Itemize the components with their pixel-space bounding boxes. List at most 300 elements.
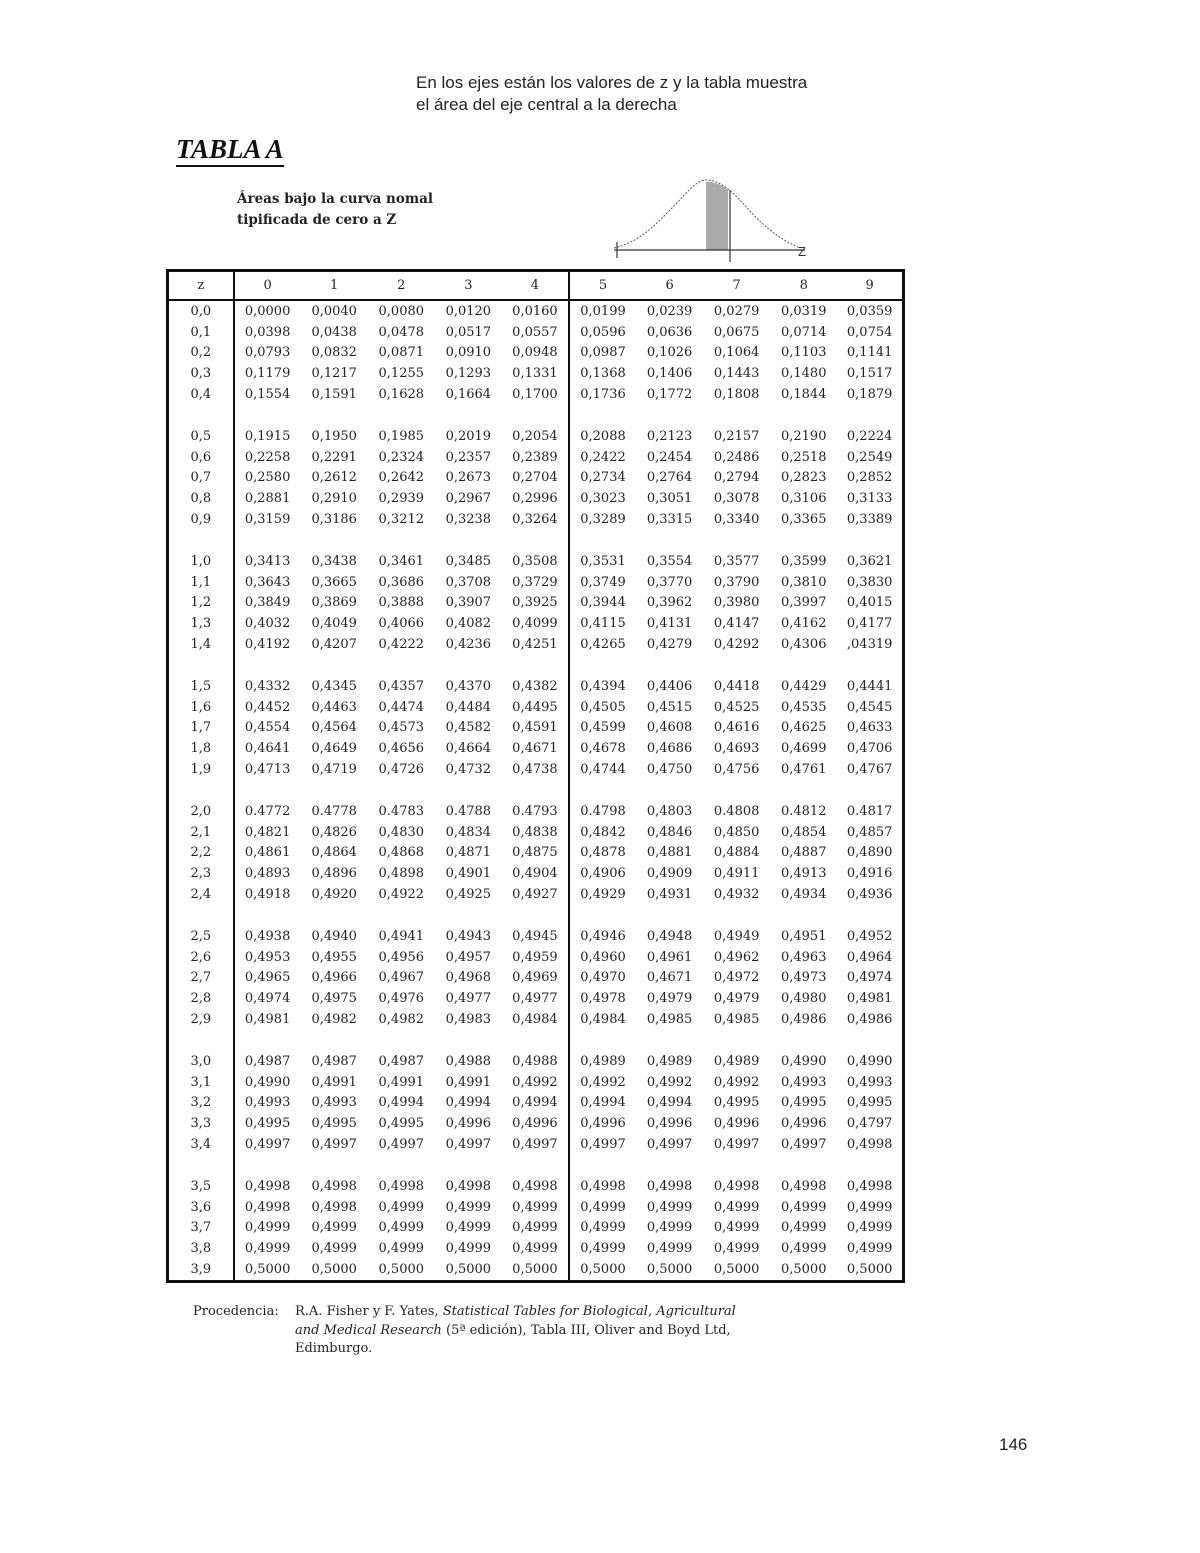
- area-cell: 0,4959: [502, 947, 569, 968]
- area-cell: 0,5000: [311, 1262, 357, 1278]
- area-cell: 0,5000: [580, 1262, 626, 1278]
- area-cell: 0,4974: [846, 970, 893, 986]
- area-cell: 0,4952: [846, 928, 893, 944]
- area-cell: 0,4999: [244, 1220, 291, 1236]
- area-cell: 0,4452: [244, 699, 291, 715]
- z-value-cell: 3,5: [168, 1176, 234, 1197]
- area-cell: 0,4082: [445, 616, 492, 632]
- area-cell: 0,2764: [646, 470, 693, 486]
- area-cell: 0,5000: [713, 1262, 760, 1278]
- area-cell: 0,4515: [646, 699, 693, 715]
- area-cell: 0,4977: [502, 988, 569, 1009]
- spacer-cell: [435, 530, 502, 551]
- spacer-cell: [569, 1155, 636, 1176]
- area-cell: 0,4429: [780, 678, 827, 694]
- area-cell: 0,2823: [780, 470, 827, 486]
- area-cell: 0,4998: [646, 1178, 693, 1194]
- table-row: [168, 822, 904, 843]
- area-cell: 0,4738: [502, 759, 569, 780]
- area-cell: 0,4946: [580, 928, 626, 944]
- area-cell: 0,4641: [244, 741, 291, 757]
- spacer-cell: [636, 405, 703, 426]
- area-cell: 0,4987: [378, 1053, 425, 1069]
- spacer-cell: [703, 1030, 770, 1051]
- area-cell: 0,4131: [646, 616, 693, 632]
- area-cell: 0,4949: [713, 928, 760, 944]
- area-cell: 0,0596: [580, 324, 626, 340]
- z-value-cell: 2,4: [168, 884, 234, 905]
- z-value-cell: 1,5: [168, 676, 234, 697]
- area-cell: 0,4875: [502, 843, 569, 864]
- area-cell: 0,4713: [244, 762, 291, 778]
- table-row: [168, 1197, 904, 1218]
- area-cell: 0,5000: [445, 1262, 492, 1278]
- shaded-area: [706, 182, 728, 250]
- area-cell: 0,4991: [378, 1074, 425, 1090]
- z-value-cell: 1,9: [168, 759, 234, 780]
- spacer-cell: [837, 905, 903, 926]
- area-cell: 0,4332: [244, 678, 291, 694]
- area-cell: 0,3106: [780, 491, 827, 507]
- area-cell: 0.4783: [378, 803, 425, 819]
- area-cell: 0,4994: [646, 1095, 693, 1111]
- area-cell: 0,4967: [378, 970, 425, 986]
- area-cell: 0,4896: [311, 866, 357, 882]
- area-cell: 0,1217: [311, 366, 357, 382]
- area-cell: 0,4974: [244, 991, 291, 1007]
- area-cell: 0,2157: [713, 428, 760, 444]
- area-cell: 0,0000: [244, 303, 291, 319]
- spacer-cell: [636, 780, 703, 801]
- area-cell: 0,4972: [713, 970, 760, 986]
- spacer-cell: [301, 1030, 368, 1051]
- spacer-cell: [703, 405, 770, 426]
- table-row: [168, 988, 904, 1009]
- area-cell: 0,3365: [780, 512, 827, 528]
- table-row: [168, 593, 904, 614]
- area-cell: 0,4993: [846, 1074, 893, 1090]
- area-cell: 0,4996: [445, 1116, 492, 1132]
- area-cell: 0,1772: [646, 387, 693, 403]
- z-value-cell: 0,1: [168, 322, 234, 343]
- area-cell: 0,4979: [713, 991, 760, 1007]
- z-value-cell: 0,5: [168, 426, 234, 447]
- spacer-cell: [837, 1155, 903, 1176]
- area-cell: 0,0199: [580, 303, 626, 319]
- area-cell: 0,5000: [846, 1262, 893, 1278]
- area-cell: 0,4207: [311, 637, 357, 653]
- area-cell: 0,4049: [311, 616, 357, 632]
- area-cell: 0,4463: [311, 699, 357, 715]
- area-cell: 0,4991: [311, 1074, 357, 1090]
- note-line-1: En los ejes están los valores de z y la tabla muestra: [416, 73, 808, 92]
- area-cell: 0,2549: [846, 449, 893, 465]
- z-value-cell: 1,6: [168, 697, 234, 718]
- spacer-cell: [502, 655, 569, 676]
- z-value-cell: 1,7: [168, 718, 234, 739]
- z-value-cell: 3,6: [168, 1197, 234, 1218]
- area-cell: 0,0636: [646, 324, 693, 340]
- area-cell: 0,0239: [646, 303, 693, 319]
- area-cell: 0,4357: [378, 678, 425, 694]
- area-cell: 0,4997: [378, 1137, 425, 1153]
- area-cell: 0,3962: [646, 595, 693, 611]
- area-cell: 0,0517: [445, 324, 492, 340]
- area-cell: 0,4633: [846, 720, 893, 736]
- area-cell: 0,4991: [445, 1074, 492, 1090]
- area-cell: 0,3729: [502, 572, 569, 593]
- area-cell: 0,1480: [780, 366, 827, 382]
- area-cell: 0,0478: [378, 324, 425, 340]
- area-cell: 0,4884: [713, 845, 760, 861]
- area-cell: 0,4649: [311, 741, 357, 757]
- header-digit-8: 8: [770, 271, 837, 301]
- spacer-cell: [368, 530, 435, 551]
- area-cell: 0,4997: [502, 1134, 569, 1155]
- area-cell: 0,4997: [580, 1137, 626, 1153]
- area-cell: 0,4911: [713, 866, 760, 882]
- area-cell: 0,4997: [244, 1137, 291, 1153]
- area-cell: 0,4099: [502, 613, 569, 634]
- area-cell: 0,0754: [846, 324, 893, 340]
- area-cell: 0,4582: [445, 720, 492, 736]
- area-cell: 0,4251: [502, 634, 569, 655]
- source-details: (5ª edición), Tabla III, Oliver and Boyd Ltd,: [441, 1322, 731, 1338]
- area-cell: 0,4890: [846, 845, 893, 861]
- area-cell: 0,4998: [780, 1178, 827, 1194]
- area-cell: 0,4994: [378, 1095, 425, 1111]
- subtitle-line-1: Áreas bajo la curva nomal: [237, 191, 433, 207]
- spacer-cell: [569, 905, 636, 926]
- spacer-cell: [234, 530, 301, 551]
- area-cell: 0,4941: [378, 928, 425, 944]
- area-cell: 0,3413: [244, 553, 291, 569]
- area-cell: 0,4993: [780, 1074, 827, 1090]
- z-value-cell: 1,2: [168, 593, 234, 614]
- area-cell: 0,1808: [713, 387, 760, 403]
- area-cell: 0,4474: [378, 699, 425, 715]
- area-cell: 0,4957: [445, 949, 492, 965]
- area-cell: 0,4995: [311, 1116, 357, 1132]
- area-cell: 0,2088: [580, 428, 626, 444]
- spacer-cell: [435, 905, 502, 926]
- header-digit-0: 0: [234, 271, 301, 301]
- area-cell: 0,4994: [445, 1095, 492, 1111]
- z-value-cell: 0,7: [168, 468, 234, 489]
- area-cell: 0,4976: [378, 991, 425, 1007]
- area-cell: 0,4999: [445, 1199, 492, 1215]
- spacer-cell: [770, 1155, 837, 1176]
- area-cell: 0,0160: [502, 300, 569, 322]
- area-cell: 0,4995: [713, 1095, 760, 1111]
- area-cell: 0,4999: [846, 1199, 893, 1215]
- spacer-cell: [837, 530, 903, 551]
- area-cell: 0,4686: [646, 741, 693, 757]
- area-cell: 0,1141: [846, 345, 893, 361]
- spacer-cell: [837, 1030, 903, 1051]
- spacer-cell: [837, 405, 903, 426]
- area-cell: 0,4970: [580, 970, 626, 986]
- header-digit-3: 3: [435, 271, 502, 301]
- area-cell: 0,1331: [502, 363, 569, 384]
- area-cell: 0,0120: [445, 303, 492, 319]
- area-cell: 0,3186: [311, 512, 357, 528]
- area-cell: 0,4265: [580, 637, 626, 653]
- table-row: [168, 1176, 904, 1197]
- spacer-cell: [234, 405, 301, 426]
- z-value-cell: 1,1: [168, 572, 234, 593]
- area-cell: 0,4901: [445, 866, 492, 882]
- header-digit-9: 9: [837, 271, 903, 301]
- table-row: [168, 801, 904, 822]
- area-cell: 0,4881: [646, 845, 693, 861]
- z-value-cell: 2,0: [168, 801, 234, 822]
- area-cell: 0,4931: [646, 887, 693, 903]
- spacer-row: [168, 530, 904, 551]
- area-cell: 0,2910: [311, 491, 357, 507]
- area-cell: 0,1179: [244, 366, 291, 382]
- area-cell: 0.4817: [846, 803, 893, 819]
- z-value-cell: 0,0: [168, 300, 234, 322]
- area-cell: 0,0319: [780, 303, 827, 319]
- area-cell: 0,4984: [502, 1009, 569, 1030]
- area-cell: 0,4997: [780, 1137, 827, 1153]
- area-cell: 0,4909: [646, 866, 693, 882]
- area-cell: 0,4966: [311, 970, 357, 986]
- area-cell: 0,2324: [378, 449, 425, 465]
- z-value-cell: 2,9: [168, 1009, 234, 1030]
- spacer-row: [168, 1030, 904, 1051]
- area-cell: 0,2123: [646, 428, 693, 444]
- area-cell: 0,4982: [311, 1012, 357, 1028]
- header-digit-5: 5: [569, 271, 636, 301]
- area-cell: 0,4990: [846, 1053, 893, 1069]
- z-value-cell: 3,9: [168, 1259, 234, 1281]
- area-cell: 0,4999: [445, 1220, 492, 1236]
- area-cell: 0,4821: [244, 824, 291, 840]
- area-cell: 0,4948: [646, 928, 693, 944]
- spacer-cell: [168, 780, 234, 801]
- table-row: [168, 1009, 904, 1030]
- table-row: [168, 468, 904, 489]
- area-cell: 0,4418: [713, 678, 760, 694]
- area-cell: 0,0871: [378, 345, 425, 361]
- area-cell: 0,4985: [646, 1012, 693, 1028]
- area-cell: 0,1985: [378, 428, 425, 444]
- source-label: Procedencia:: [193, 1304, 279, 1319]
- table-row: [168, 488, 904, 509]
- z-value-cell: 3,3: [168, 1113, 234, 1134]
- spacer-cell: [636, 905, 703, 926]
- table-row: [168, 1093, 904, 1114]
- spacer-cell: [502, 780, 569, 801]
- spacer-cell: [301, 530, 368, 551]
- area-cell: 0,3554: [646, 553, 693, 569]
- area-cell: 0,4441: [846, 678, 893, 694]
- area-cell: 0,4854: [780, 824, 827, 840]
- normal-curve-diagram: [600, 170, 820, 265]
- area-cell: 0,4999: [646, 1199, 693, 1215]
- spacer-cell: [569, 780, 636, 801]
- area-cell: 0,1628: [378, 387, 425, 403]
- area-cell: 0,4756: [713, 762, 760, 778]
- area-cell: 0,2881: [244, 491, 291, 507]
- area-cell: 0,3531: [580, 553, 626, 569]
- area-cell: 0,4706: [846, 741, 893, 757]
- area-cell: 0,4992: [646, 1074, 693, 1090]
- area-cell: 0,4951: [780, 928, 827, 944]
- spacer-cell: [502, 1030, 569, 1051]
- spacer-cell: [569, 530, 636, 551]
- area-cell: 0,4997: [311, 1137, 357, 1153]
- area-cell: 0,4940: [311, 928, 357, 944]
- area-cell: 0,4846: [646, 824, 693, 840]
- area-cell: 0,2454: [646, 449, 693, 465]
- z-value-cell: 0,3: [168, 363, 234, 384]
- table-title: TABLA A: [176, 134, 284, 167]
- spacer-cell: [636, 1155, 703, 1176]
- spacer-cell: [703, 780, 770, 801]
- area-cell: 0,4988: [502, 1051, 569, 1072]
- area-cell: 0,4535: [780, 699, 827, 715]
- area-cell: 0,4998: [378, 1178, 425, 1194]
- area-cell: 0,1736: [580, 387, 626, 403]
- area-cell: 0,4996: [780, 1116, 827, 1132]
- area-cell: 0.4808: [713, 803, 760, 819]
- spacer-cell: [368, 1030, 435, 1051]
- area-cell: 0,4945: [502, 926, 569, 947]
- spacer-row: [168, 1155, 904, 1176]
- area-cell: 0,2019: [445, 428, 492, 444]
- area-cell: 0,4993: [311, 1095, 357, 1111]
- area-cell: 0,1443: [713, 366, 760, 382]
- area-cell: 0.4778: [311, 803, 357, 819]
- area-cell: 0,4656: [378, 741, 425, 757]
- header-z: z: [168, 271, 234, 301]
- area-cell: 0,4989: [713, 1053, 760, 1069]
- spacer-row: [168, 780, 904, 801]
- spacer-cell: [770, 905, 837, 926]
- subtitle-line-2: tipificada de cero a Z: [237, 212, 397, 228]
- area-cell: 0,4484: [445, 699, 492, 715]
- area-cell: 0,2704: [502, 468, 569, 489]
- area-cell: 0,4625: [780, 720, 827, 736]
- area-cell: 0,4382: [502, 676, 569, 697]
- spacer-cell: [234, 1030, 301, 1051]
- area-cell: 0,4999: [646, 1220, 693, 1236]
- area-cell: 0,4887: [780, 845, 827, 861]
- area-cell: 0,1026: [646, 345, 693, 361]
- area-cell: 0,0910: [445, 345, 492, 361]
- area-cell: 0,4115: [580, 616, 626, 632]
- area-cell: 0,4918: [244, 887, 291, 903]
- area-cell: 0,4066: [378, 616, 425, 632]
- area-cell: 0,3508: [502, 551, 569, 572]
- z-value-cell: 0,6: [168, 447, 234, 468]
- z-value-cell: 2,5: [168, 926, 234, 947]
- area-cell: 0,0557: [502, 322, 569, 343]
- z-value-cell: 3,4: [168, 1134, 234, 1155]
- area-cell: 0,4999: [502, 1218, 569, 1239]
- area-cell: 0,4995: [780, 1095, 827, 1111]
- area-cell: 0,1406: [646, 366, 693, 382]
- area-cell: 0,4999: [780, 1241, 827, 1257]
- area-cell: 0,4994: [502, 1093, 569, 1114]
- header-note: [416, 72, 807, 116]
- area-cell: 0,4978: [580, 991, 626, 1007]
- area-cell: 0,4960: [580, 949, 626, 965]
- area-cell: 0,4699: [780, 741, 827, 757]
- area-cell: 0,3340: [713, 512, 760, 528]
- spacer-row: [168, 655, 904, 676]
- table-row: [168, 572, 904, 593]
- z-value-cell: 3,0: [168, 1051, 234, 1072]
- header-digit-1: 1: [301, 271, 368, 301]
- z-value-cell: 3,7: [168, 1218, 234, 1239]
- source-authors: R.A. Fisher y F. Yates,: [295, 1304, 443, 1319]
- table-row: [168, 363, 904, 384]
- area-cell: 0,2054: [502, 426, 569, 447]
- area-cell: 0,4975: [311, 991, 357, 1007]
- area-cell: 0,4744: [580, 762, 626, 778]
- area-cell: 0,2852: [846, 470, 893, 486]
- area-cell: 0,4861: [244, 845, 291, 861]
- area-cell: 0,4495: [502, 697, 569, 718]
- z-value-cell: 0,4: [168, 384, 234, 405]
- table-header-row: [168, 271, 904, 301]
- area-cell: 0,4916: [846, 866, 893, 882]
- area-cell: 0,4996: [580, 1116, 626, 1132]
- area-cell: 0,4032: [244, 616, 291, 632]
- table-row: [168, 509, 904, 530]
- area-cell: 0,4998: [846, 1137, 893, 1153]
- area-cell: 0,3849: [244, 595, 291, 611]
- table-row: [168, 718, 904, 739]
- table-row: [168, 968, 904, 989]
- z-value-cell: 1,4: [168, 634, 234, 655]
- spacer-cell: [168, 655, 234, 676]
- area-cell: ,04319: [846, 637, 893, 653]
- area-cell: 0.4798: [580, 803, 626, 819]
- spacer-cell: [770, 530, 837, 551]
- area-cell: 0,4998: [244, 1178, 291, 1194]
- area-cell: 0,4995: [244, 1116, 291, 1132]
- table-subtitle: [237, 189, 433, 231]
- area-cell: 0,4982: [378, 1012, 425, 1028]
- area-cell: 0,4992: [713, 1074, 760, 1090]
- z-value-cell: 2,6: [168, 947, 234, 968]
- spacer-cell: [234, 780, 301, 801]
- area-cell: 0.4812: [780, 803, 827, 819]
- area-cell: 0,1554: [244, 387, 291, 403]
- area-cell: 0,3643: [244, 574, 291, 590]
- spacer-cell: [435, 1030, 502, 1051]
- area-cell: 0,4968: [445, 970, 492, 986]
- area-cell: 0,4573: [378, 720, 425, 736]
- area-cell: 0,4994: [580, 1095, 626, 1111]
- spacer-cell: [435, 655, 502, 676]
- area-cell: 0,3770: [646, 574, 693, 590]
- z-value-cell: 1,3: [168, 613, 234, 634]
- area-cell: 0,3888: [378, 595, 425, 611]
- area-cell: 0,4999: [713, 1199, 760, 1215]
- spacer-cell: [368, 780, 435, 801]
- area-cell: 0,4999: [244, 1241, 291, 1257]
- area-cell: 0,4998: [713, 1178, 760, 1194]
- spacer-cell: [435, 780, 502, 801]
- area-cell: 0,2486: [713, 449, 760, 465]
- spacer-cell: [435, 1155, 502, 1176]
